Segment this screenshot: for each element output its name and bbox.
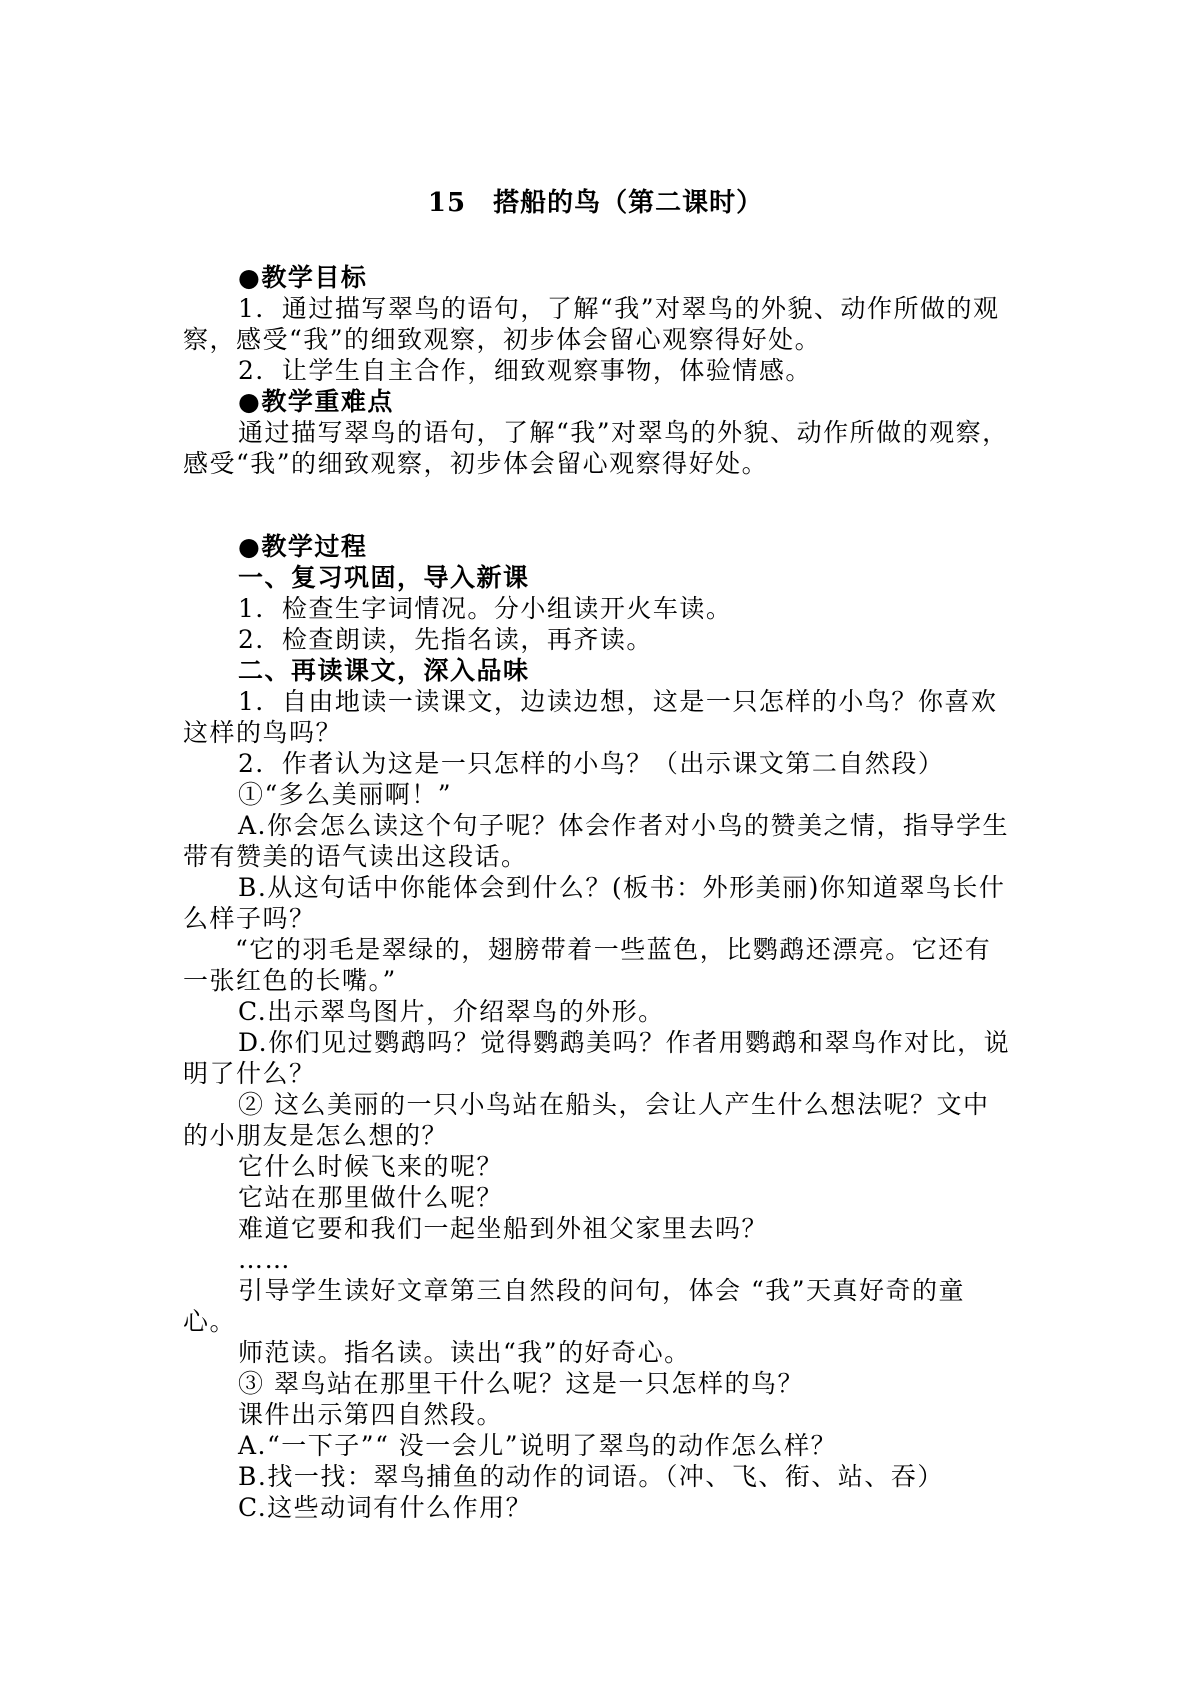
process-line: 引导学生读好文章第三自然段的问句，体会 “我”天真好奇的童心。 xyxy=(183,1276,966,1336)
key-points-heading: ●教学重难点 xyxy=(238,387,394,416)
page-title: 15 搭船的鸟（第二课时） xyxy=(427,188,764,218)
part1-item-2: 2．检查朗读，先指名读，再齐读。 xyxy=(238,625,653,654)
process-line: B.从这句话中你能体会到什么？(板书：外形美丽)你知道翠鸟长什么样子吗？ xyxy=(183,873,1006,933)
goal-item-2: 2．让学生自主合作，细致观察事物，体验情感。 xyxy=(238,356,812,385)
document-body xyxy=(183,262,1013,1523)
process-line: 难道它要和我们一起坐船到外祖父家里去吗？ xyxy=(238,1214,769,1243)
part2-heading: 二、再读课文，深入品味 xyxy=(238,656,530,685)
process-line: ③ 翠鸟站在那里干什么呢？这是一只怎样的鸟？ xyxy=(238,1369,804,1398)
process-line: 它什么时候飞来的呢？ xyxy=(238,1152,504,1181)
key-points-text: 通过描写翠鸟的语句，了解“我”对翠鸟的外貌、动作所做的观察，感受“我”的细致观察，初步体会留心观察得好处。 xyxy=(183,418,1009,478)
process-line: ② 这么美丽的一只小鸟站在船头，会让人产生什么想法呢？文中的小朋友是怎么想的？ xyxy=(183,1090,990,1150)
process-ellipsis: …… xyxy=(238,1245,291,1274)
process-line: A.“一下子”“ 没一会儿”说明了翠鸟的动作怎么样？ xyxy=(238,1431,838,1460)
part1-item-1: 1．检查生字词情况。分小组读开火车读。 xyxy=(238,594,733,623)
process-line: 课件出示第四自然段。 xyxy=(238,1400,504,1429)
process-line: C.这些动词有什么作用？ xyxy=(238,1493,533,1522)
process-line: 师范读。指名读。读出“我”的好奇心。 xyxy=(238,1338,691,1367)
process-line: A.你会怎么读这个句子呢？体会作者对小鸟的赞美之情，指导学生带有赞美的语气读出这段话。 xyxy=(183,811,1010,871)
process-quote: “它的羽毛是翠绿的，翅膀带着一些蓝色，比鹦鹉还漂亮。它还有一张红色的长嘴。” xyxy=(183,935,992,995)
process-line: B.找一找：翠鸟捕鱼的动作的词语。（冲、飞、衔、站、吞） xyxy=(238,1462,944,1491)
process-line: ①“多么美丽啊！” xyxy=(238,780,453,809)
goals-heading: ●教学目标 xyxy=(238,263,368,292)
process-line: 2．作者认为这是一只怎样的小鸟？（出示课文第二自然段） xyxy=(238,749,945,778)
part1-heading: 一、复习巩固，导入新课 xyxy=(238,563,530,592)
process-line: 它站在那里做什么呢？ xyxy=(238,1183,504,1212)
process-heading: ●教学过程 xyxy=(238,532,368,561)
section-spacer xyxy=(183,479,1013,531)
process-line: C.出示翠鸟图片，介绍翠鸟的外形。 xyxy=(238,997,665,1026)
process-line: 1．自由地读一读课文，边读边想，这是一只怎样的小鸟？你喜欢这样的鸟吗？ xyxy=(183,687,998,747)
goal-item-1: 1．通过描写翠鸟的语句，了解“我”对翠鸟的外貌、动作所做的观察，感受“我”的细致观察，初步体会留心观察得好处。 xyxy=(183,294,1000,354)
process-line: D.你们见过鹦鹉吗？觉得鹦鹉美吗？作者用鹦鹉和翠鸟作对比，说明了什么？ xyxy=(183,1028,1011,1088)
